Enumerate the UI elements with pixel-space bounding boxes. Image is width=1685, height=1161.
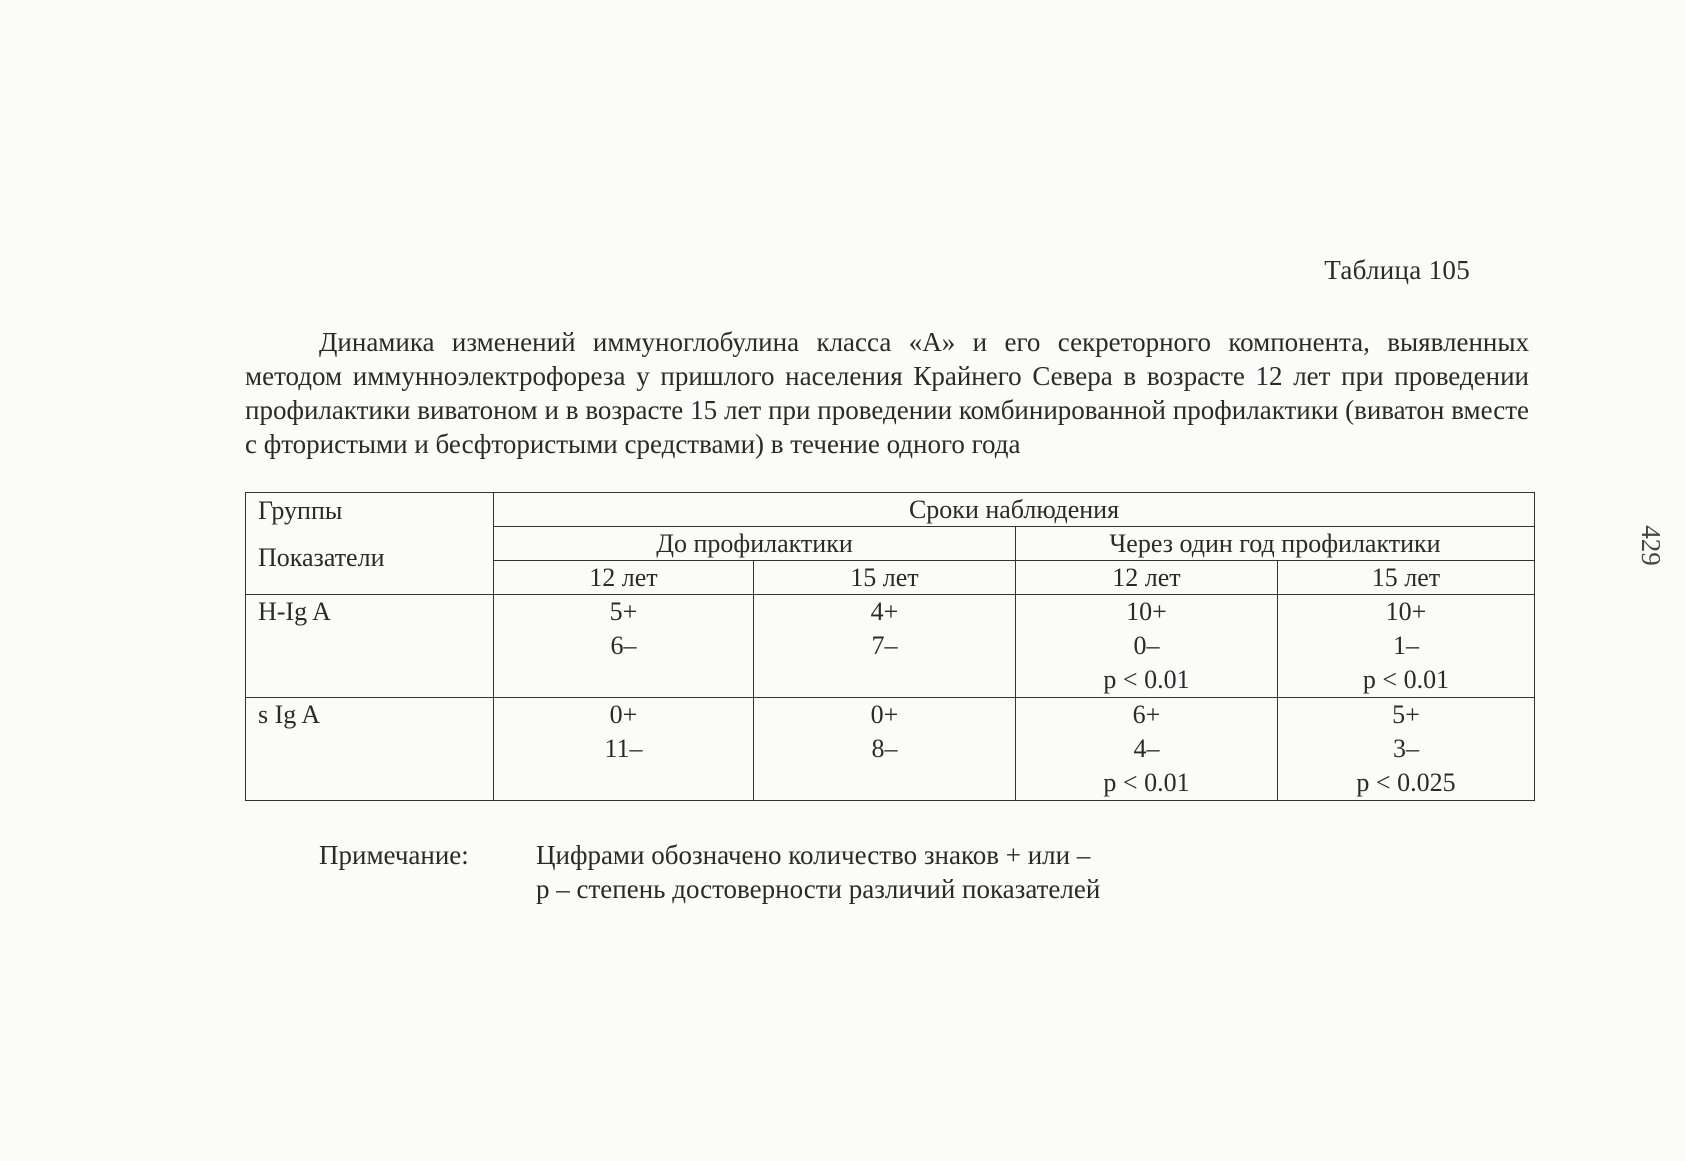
cell-minus-count: 6– <box>610 631 637 660</box>
cell-p-value <box>754 663 1015 697</box>
cell-p-value <box>754 766 1015 800</box>
header-age: 12 лет <box>1016 561 1278 595</box>
cell-minus-count: 0– <box>1133 631 1160 660</box>
note-label: Примечание: <box>319 840 469 870</box>
table-row <box>246 698 1535 801</box>
corner-header-cell <box>246 493 494 595</box>
table-caption: Динамика изменений иммуноглобулина класса «А» и его секреторного компонента, выявленных методом иммунноэлектрофореза у пришлого населения Крайнего Севера в возрасте 12 лет при проведении профилактики виватоном и в возрасте 15 лет при проведении комбинированной профилактики (виватон вместе с фтористыми и бесфтористыми средствами) в течение одного года <box>245 327 1529 459</box>
page-number: 429 <box>1635 525 1666 566</box>
cell-p-value <box>494 663 753 697</box>
cell-p-value: p < 0.01 <box>1362 665 1450 694</box>
data-table <box>245 492 1535 801</box>
table-cell <box>754 698 1016 801</box>
header-before-prophylaxis: До профилактики <box>494 527 1016 561</box>
note-text <box>536 838 1236 906</box>
cell-p-value <box>494 766 753 800</box>
corner-header-indicators: Показатели <box>258 543 385 572</box>
cell-minus-count: 3– <box>1393 734 1419 763</box>
cell-plus-count: 5+ <box>1392 700 1420 729</box>
cell-plus-count: 6+ <box>1132 700 1161 729</box>
cell-plus-count: 4+ <box>870 597 899 626</box>
table-cell <box>1278 698 1535 801</box>
cell-plus-count: 10+ <box>1126 597 1167 626</box>
table-cell <box>754 595 1016 698</box>
table-cell <box>494 595 754 698</box>
header-after-one-year: Через один год профилактики <box>1016 527 1535 561</box>
cell-minus-count: 11– <box>604 734 643 763</box>
cell-plus-count: 0+ <box>609 700 638 729</box>
header-age: 15 лет <box>1278 561 1535 595</box>
header-age: 12 лет <box>494 561 754 595</box>
cell-minus-count: 1– <box>1393 631 1419 660</box>
cell-minus-count: 8– <box>871 734 898 763</box>
header-age: 15 лет <box>754 561 1016 595</box>
cell-minus-count: 4– <box>1133 734 1160 763</box>
note-line: Цифрами обозначено количество знаков + или – <box>536 840 1091 870</box>
table-row <box>246 595 1535 698</box>
cell-p-value: p < 0.01 <box>1103 768 1190 797</box>
note-line: p – степень достоверности различий показателей <box>536 874 1101 904</box>
cell-plus-count: 0+ <box>870 700 899 729</box>
table-cell <box>1016 595 1278 698</box>
cell-p-value: p < 0.01 <box>1103 665 1190 694</box>
row-label: H-Ig A <box>246 595 494 698</box>
table-cell <box>494 698 754 801</box>
corner-header-groups: Группы <box>258 496 343 525</box>
header-observation-period: Сроки наблюдения <box>494 493 1535 527</box>
cell-p-value: p < 0.025 <box>1356 768 1456 797</box>
table-cell <box>1278 595 1535 698</box>
cell-plus-count: 10+ <box>1385 597 1427 626</box>
table-cell <box>1016 698 1278 801</box>
row-label: s Ig A <box>246 698 494 801</box>
table-number: Таблица 105 <box>1324 255 1470 285</box>
cell-plus-count: 5+ <box>609 597 638 626</box>
cell-minus-count: 7– <box>871 631 898 660</box>
